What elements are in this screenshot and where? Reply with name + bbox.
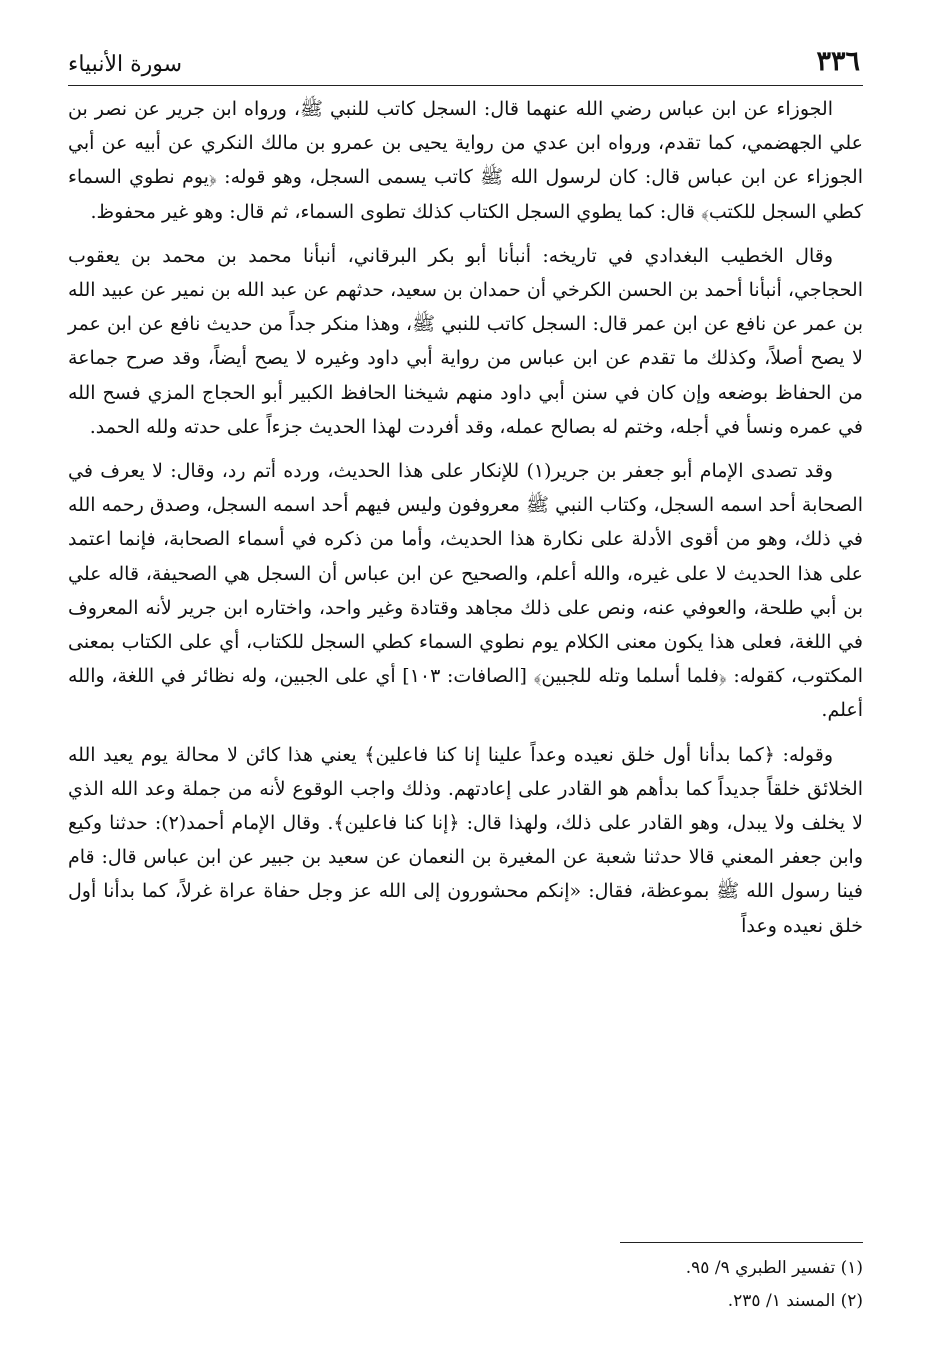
header-rule <box>68 85 863 86</box>
footnote-rule <box>620 1242 863 1243</box>
page-header <box>68 44 860 84</box>
footnotes <box>68 1252 863 1318</box>
surah-title: سورة الأنبياء <box>68 52 183 77</box>
paragraph-3: وقد تصدى الإمام أبو جعفر بن جرير(١) للإنكار على هذا الحديث، ورده أتم رد، وقال: لا يعرف في الصحابة أحد اسمه السجل، وكتاب النبي ﷺ معروفون وليس فيهم أحد اسمه السجل، وصدق رحمه الله في ذلك، وهو من أقوى الأدلة على نكارة هذا الحديث، وأما من ذكره في أسماء الصحابة، فإنما اعتمد على هذا الحديث لا على غيره، والله أعلم، والصحيح عن ابن عباس أن السجل هي الصحيفة، قاله علي بن أبي طلحة، والعوفي عنه، ونص على ذلك مجاهد وقتادة وغير واحد، واختاره ابن جرير لأنه المعروف في اللغة، فعلى هذا يكون معنى الكلام يوم نطوي السماء كطي السجل للكتاب، أي على الكتاب بمعنى المكتوب، كقوله: ﴿فلما أسلما وتله للجبين﴾ [الصافات: ١٠٣] أي على الجبين، وله نظائر في اللغة، والله أعلم. <box>68 460 863 722</box>
paragraph-1: الجوزاء عن ابن عباس رضي الله عنهما قال: السجل كاتب للنبي ﷺ، ورواه ابن جرير عن نصر بن علي الجهضمي، كما تقدم، ورواه ابن عدي من رواية يحيى بن عمرو بن مالك النكري عن أبيه عن أبي الجوزاء عن ابن عباس قال: كان لرسول الله ﷺ كاتب يسمى السجل، وهو قوله: ﴿يوم نطوي السماء كطي السجل للكتب﴾ قال: كما يطوي السجل الكتاب كذلك تطوى السماء، ثم قال: وهو غير محفوظ. <box>68 98 863 223</box>
main-text <box>68 92 863 943</box>
page-number: ٣٣٦ <box>816 46 860 77</box>
footnote-1: (١) تفسير الطبري ٩/ ٩٥. <box>685 1258 863 1278</box>
paragraph-4: وقوله: ﴿كما بدأنا أول خلق نعيده وعداً علينا إنا كنا فاعلين﴾ يعني هذا كائن لا محالة يوم يعيد الله الخلائق خلقاً جديداً كما بدأهم هو القادر على إعادتهم. وذلك واجب الوقوع لأنه من جملة وعد الله الذي لا يخلف ولا يبدل، وهو القادر على ذلك، ولهذا قال: ﴿إنا كنا فاعلين﴾. وقال الإمام أحمد(٢): حدثنا وكيع وابن جعفر المعني قالا حدثنا شعبة عن المغيرة بن النعمان عن سعيد بن جبير عن ابن عباس قال: قام فينا رسول الله ﷺ بموعظة، فقال: «إنكم محشورون إلى الله عز وجل حفاة عراة غرلاً، كما بدأنا أول خلق نعيده وعداً <box>68 743 863 937</box>
footnote-2: (٢) المسند ١/ ٢٣٥. <box>727 1291 863 1311</box>
paragraph-2: وقال الخطيب البغدادي في تاريخه: أنبأنا أبو بكر البرقاني، أنبأنا محمد بن محمد بن يعقوب الحجاجي، أنبأنا أحمد بن الحسن الكرخي أن حمدان بن سعيد، حدثهم عن عبد الله بن نمير عن عبيد الله بن عمر عن نافع عن ابن عمر قال: السجل كاتب للنبي ﷺ، وهذا منكر جداً من حديث نافع عن ابن عمر لا يصح أصلاً، وكذلك ما تقدم عن ابن عباس من رواية أبي داود وغيره لا يصح أيضاً، وقد صرح جماعة من الحفاظ بوضعه وإن كان في سنن أبي داود منهم شيخنا الحافظ الكبير أبو الحجاج المزي فسح الله في عمره ونسأ في أجله، وختم له بصالح عمله، وقد أفردت لهذا الحديث جزءاً على حدته ولله الحمد. <box>68 244 863 438</box>
